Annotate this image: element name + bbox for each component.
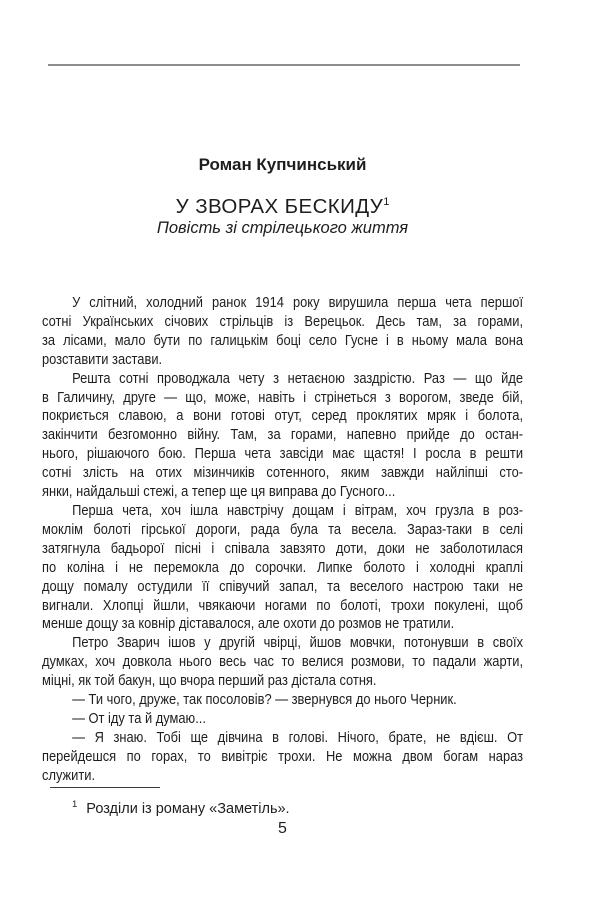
- text-line: вигнали. Хлопці йшли, чвякаючи ногами по болоті, трохи покулені, щоб: [42, 596, 524, 614]
- text-line: — Ти чого, друже, так посоловів? — звернувся до нього Черник.: [72, 691, 457, 709]
- body-text: [42, 294, 523, 786]
- chapter-subtitle: Повість зі стрілецького життя: [156, 219, 409, 237]
- text-line: за лісами, мало бути по галицькім боці село Гусне і в ньому мала вона: [42, 331, 524, 349]
- text-line: покриється славою, а вони готові отут, серед проклятих мряк і болота,: [42, 407, 524, 425]
- footnote: [42, 796, 523, 818]
- text-line: — От іду та й думаю...: [72, 709, 206, 727]
- paragraph: [42, 729, 523, 786]
- text-line: — Я знаю. Тобі ще дівчина в голові. Нічого, брате, не вдієш. От: [72, 728, 524, 746]
- text-line: Перша чета, хоч ішла навстрічу дощам і вітрам, хоч грузла в роз-: [72, 501, 524, 519]
- author-name: Роман Купчинський: [198, 155, 367, 174]
- text-line: перейдешся по горах, то вивітріє трохи. Не можна двом богам нараз: [42, 747, 524, 765]
- paragraph: [42, 502, 523, 634]
- paragraph: [42, 370, 523, 502]
- text-line: затягнула бадьорої пісні і співала завзято доти, доки не заболотилася: [42, 539, 524, 557]
- text-line: служити.: [42, 766, 96, 784]
- text-line: по коліна і не перемокла до сорочки. Липке болото і холодні краплі: [42, 558, 524, 576]
- text-line: сотні злість на отих мізинчиків сотенного, яким завжди найліпші сто-: [42, 464, 524, 482]
- text-line: янки, найдальші стежі, а тепер ще ця виправа до Гусного...: [42, 483, 396, 501]
- text-line: в Галичину, друге — що, може, навіть і стрінеться з ворогом, зведе бій,: [42, 388, 524, 406]
- text-line: думках, хоч довкола нього весь час то велися розмови, то падали жарти,: [42, 653, 524, 671]
- paragraph: [42, 634, 523, 691]
- text-line: менше дощу за ковнір діставалося, але охоти до розмов не тратили.: [42, 615, 455, 633]
- paragraph: [42, 294, 523, 370]
- paragraph: [42, 710, 523, 729]
- text-line: міцні, як той бакун, що вчора перший раз дістала сотня.: [42, 672, 377, 690]
- footnote-text: Розділи із роману «Заметіль».: [86, 800, 290, 817]
- text-line: Решта сотні проводжала чету з нетаєною заздрістю. Раз — що йде: [72, 369, 524, 387]
- text-line: моклім болоті гірської дороги, рада була та весела. Зараз-таки в селі: [42, 520, 524, 538]
- header-rule: [48, 64, 520, 66]
- footnote-marker: 1: [72, 799, 78, 810]
- footnote-reference: 1: [383, 196, 390, 208]
- text-line: нього, рішаючого бою. Перша чета завсіди має щастя! І росла в решти: [42, 445, 524, 463]
- paragraph: [42, 691, 523, 710]
- chapter-title-text: У ЗВОРАХ БЕСКИДУ: [175, 194, 384, 218]
- page-number: 5: [278, 820, 287, 837]
- text-line: закінчити безгомонно війну. Там, за горами, напевно прийде до остан-: [42, 426, 524, 444]
- text-line: Петро Зварич ішов у другій чвірці, йшов мовчки, потонувши в своїх: [72, 634, 524, 652]
- text-line: У слітний, холодний ранок 1914 року вирушила перша чета першої: [72, 294, 524, 311]
- text-line: дощу помалу остудили її співучий запал, та веселого настрою таки не: [42, 577, 524, 595]
- chapter-title: [42, 192, 523, 217]
- text-line: розставити застави.: [42, 350, 163, 368]
- text-line: сотні Українських січових стрільців із Верецьок. Десь там, за горами,: [42, 312, 524, 330]
- footnote-rule: [50, 787, 160, 788]
